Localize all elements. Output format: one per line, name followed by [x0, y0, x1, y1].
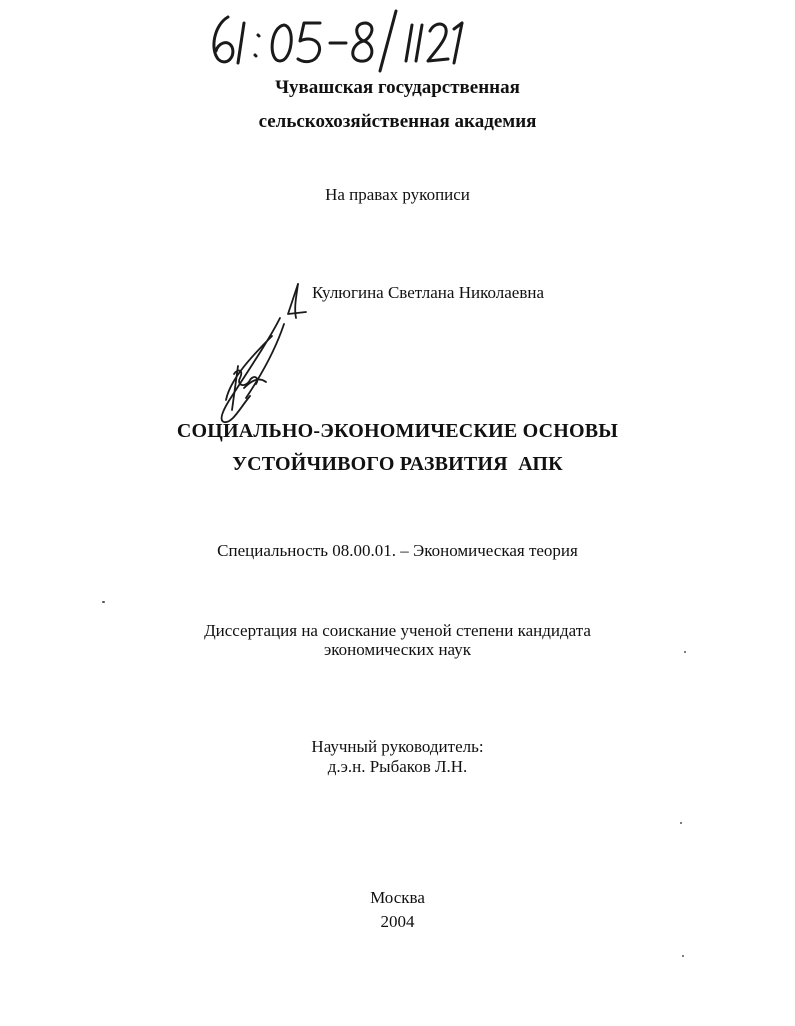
scan-speck: [680, 822, 682, 824]
scan-speck: [684, 651, 686, 653]
signature: [210, 278, 320, 428]
scan-speck: [682, 955, 684, 957]
specialty: Специальность 08.00.01. – Экономическая теория: [217, 541, 578, 560]
dissertation-line-2: экономических наук: [323, 640, 472, 659]
city: Москва: [370, 888, 425, 907]
institution-line-2: сельскохозяйственная академия: [258, 111, 537, 132]
institution-line-1: Чувашская государственная: [275, 77, 520, 98]
dissertation-line-1: Диссертация на соискание ученой степени кандидата: [204, 621, 591, 640]
year: 2004: [380, 912, 415, 931]
handwritten-code: [200, 5, 490, 75]
author-name: Кулюгина Светлана Николаевна: [312, 283, 544, 302]
supervisor-label: Научный руководитель:: [311, 737, 484, 756]
manuscript-note: На правах рукописи: [325, 185, 470, 204]
supervisor-name: д.э.н. Рыбаков Л.Н.: [327, 757, 468, 776]
scan-speck: [102, 601, 105, 603]
title-line-1: СОЦИАЛЬНО-ЭКОНОМИЧЕСКИЕ ОСНОВЫ: [176, 420, 619, 442]
title-line-2: УСТОЙЧИВОГО РАЗВИТИЯ АПК: [232, 453, 563, 475]
